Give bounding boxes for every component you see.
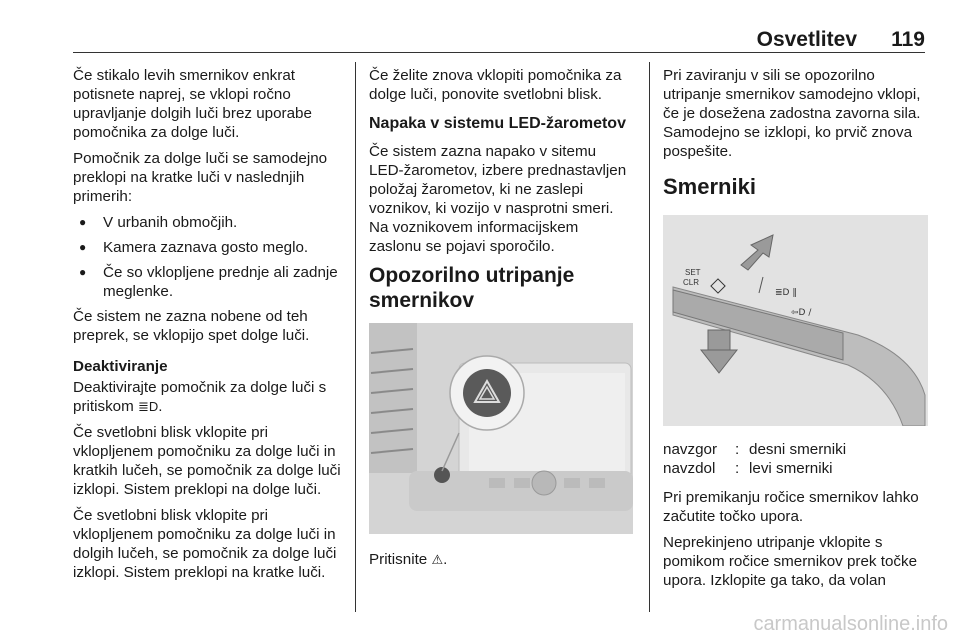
hazard-warning-icon: ⚠ [431,552,444,567]
turn-signal-lever-illustration [663,215,928,426]
lever-clr-label: CLR [683,278,700,287]
definition-list [663,440,928,478]
list-item: ● Če so vklopljene prednje ali zadnje meglenke. [73,263,343,301]
watermark: carmanualsonline.info [753,613,948,635]
page-title: Osvetlitev [756,28,857,51]
subheading: Deaktiviranje [73,358,168,375]
column-divider [649,62,650,612]
section-heading: Napaka v sistemu LED-žarometov [369,115,626,132]
svg-text:⇦D /: ⇦D / [791,308,812,318]
paragraph: Neprekinjeno utripanje vklopite s pomikom ročice smernikov prek točke upora. Izklopite ga tako, da volan [663,534,918,589]
paragraph: Deaktivirajte pomočnik za dolge luči s pritiskom ≣D. [73,379,327,415]
section-heading: Opozorilno utripanje smernikov [369,264,575,312]
paragraph: Pritisnite ⚠. [369,551,448,568]
column-2 [369,66,633,576]
paragraph: Pri premikanju ročice smernikov lahko začutite točko upora. [663,489,919,525]
column-1 [73,66,343,589]
page-number: 119 [891,28,925,51]
paragraph: Pomočnik za dolge luči se samodejno preklopi na kratke luči v naslednjih primerih: [73,150,328,205]
lever-set-label: SET [685,268,701,277]
paragraph: Pri zaviranju v sili se opozorilno utripanje smernikov samodejno vklopi, če je dosežena zadostna zavorna sila. Samodejno se izklopi, ko prvič znova pospešite. [663,67,921,160]
high-beam-assist-icon: ≣D [138,399,159,414]
paragraph: Če sistem ne zazna nobene od teh preprek, se vklopijo spet dolge luči. [73,308,310,344]
dashboard-drawing [369,323,633,534]
paragraph: Če svetlobni blisk vklopite pri vklopljenem pomočniku za dolge luči in dolgih lučeh, se pomočnik za dolge luči izklopi. Sistem preklopi na kratke luči. [73,507,337,581]
paragraph: Če stikalo levih smernikov enkrat potisnete naprej, se vklopi ročno upravljanje dolgih luči brez uporabe pomočnika za dolge luči. [73,67,312,141]
list-item: navzdol : levi smerniki [663,460,833,477]
column-3 [663,66,928,597]
list-item: ● V urbanih območjih. [73,213,343,232]
list-item: navzgor : desni smerniki [663,441,847,458]
svg-text:≣D ‖: ≣D ‖ [775,288,797,298]
paragraph: Če sistem zazna napako v sitemu LED-žarometov, izbere prednastavljen položaj žarometov, ki ne zaslepi voznikov, ki vozijo v nasprotni smeri. Na voznikovem informacijskem zaslonu se pojavi sporočilo. [369,143,627,255]
paragraph: Če želite znova vklopiti pomočnika za dolge luči, ponovite svetlobni blisk. [369,67,622,103]
lever-drawing [663,215,928,426]
column-divider [355,62,356,612]
list-item: ● Kamera zaznava gosto meglo. [73,238,343,257]
page-header [73,26,925,53]
section-heading: Smerniki [663,174,756,199]
paragraph: Če svetlobni blisk vklopite pri vklopljenem pomočniku za dolge luči in kratkih lučeh, se pomočnik za dolge luči izklopi. Sistem preklopi na dolge luči. [73,424,341,498]
hazard-switch-illustration [369,323,633,534]
